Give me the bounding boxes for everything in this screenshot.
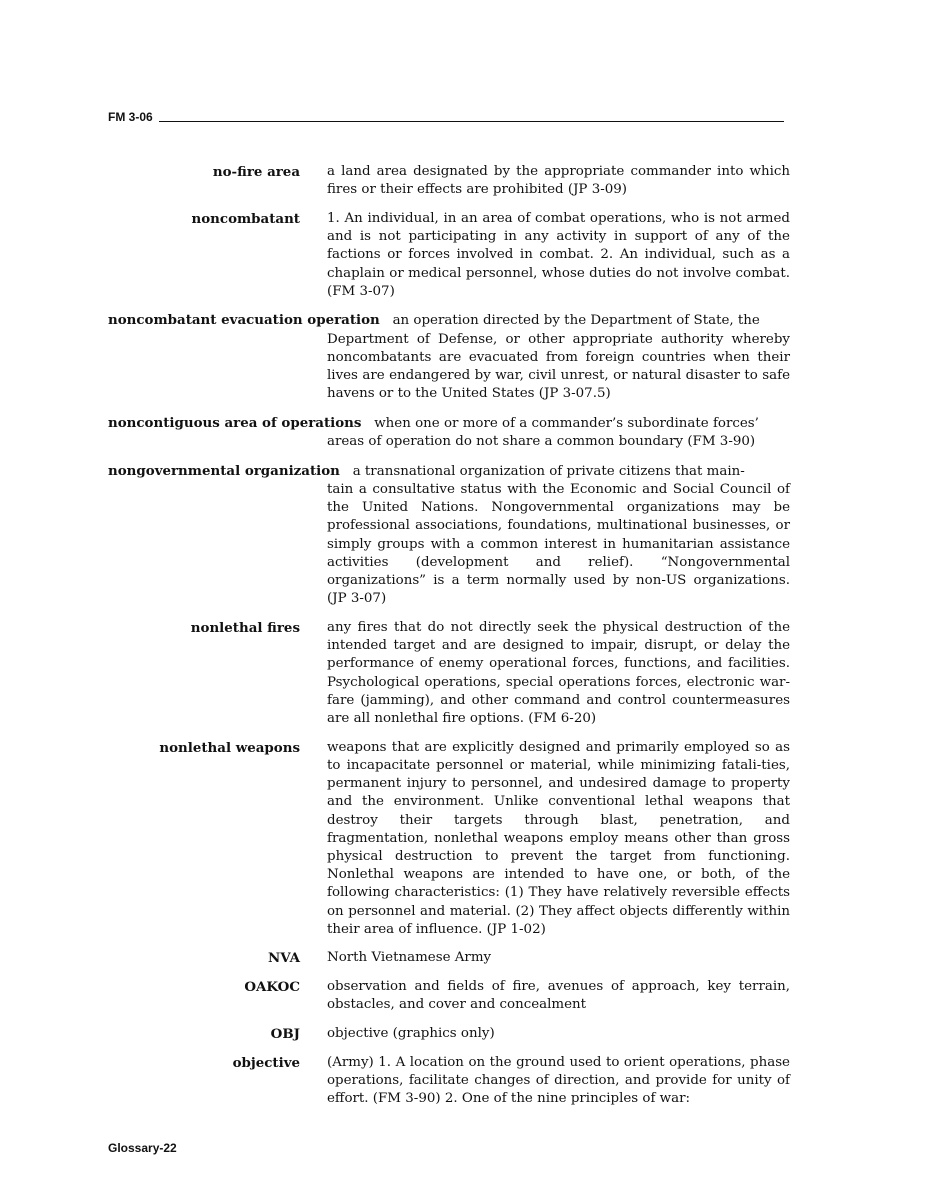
glossary-entry [108,414,790,451]
header-rule [159,121,784,122]
glossary-definition-lead: a transnational organization of private citizens that main- [352,463,745,479]
glossary-definition: areas of operation do not share a common boundary (FM 3-90) [327,434,756,450]
glossary-term: nongovernmental organization [108,462,340,479]
glossary-definition: 1. An individual, in an area of combat operations, who is not armed and is not participating in any activity in support of any of the factions or forces involved in combat. 2. An individual, such as a chaplain or medical personnel, whose duties do not involve combat. (FM 3-07) [327,210,790,299]
glossary-term: NVA [268,950,300,967]
glossary-headline [108,311,790,330]
glossary-definition-lead: an operation directed by the Department of State, the [392,313,760,329]
glossary-entry [108,210,790,301]
glossary-entry [108,619,790,728]
glossary-term: noncontiguous area of operations [108,414,362,431]
glossary-definition: observation and fields of fire, avenues of approach, key terrain, obstacles, and cover and concealment [327,979,790,1013]
glossary-entry [108,978,790,1014]
glossary-entry [108,949,790,967]
glossary-list [108,163,790,1119]
glossary-headline [108,462,790,481]
glossary-term: objective [232,1054,300,1071]
glossary-definition: a land area designated by the appropriate commander into which fires or their effects are prohibited (JP 3-09) [327,164,790,198]
glossary-term: noncombatant evacuation operation [108,312,380,329]
glossary-entry [108,1025,790,1043]
manual-code: FM 3-06 [108,110,153,124]
page-header [108,110,784,124]
glossary-definition: tain a consultative status with the Economic and Social Council of the United Nations. Nongovernmental organizations may be professional associations, foundations, multinational businesses, or simply groups with a common interest in humanitarian assistance activities (development and relief). “Nongovernmental organizations” is a term normally used by non-US organizations. (JP 3-07) [327,482,790,607]
glossary-definition: North Vietnamese Army [327,950,492,966]
glossary-definition-lead: when one or more of a commander’s subordinate forces’ [374,415,759,431]
glossary-definition: Department of Defense, or other appropriate authority whereby noncombatants are evacuated from foreign countries when their lives are endangered by war, civil unrest, or natural disaster to safe havens or to the United States (JP 3-07.5) [327,331,790,402]
glossary-definition: (Army) 1. A location on the ground used to orient operations, phase operations, facilitate changes of direction, and provide for unity of effort. (FM 3-90) 2. One of the nine principles of war: [327,1054,790,1107]
glossary-definition: weapons that are explicitly designed and primarily employed so as to incapacitate personnel or material, while minimizing fatali-ties, permanent injury to personnel, and undesired damage to property and the environment. Unlike conventional lethal weapons that destroy their targets through blast, penetration, and fragmentation, nonlethal weapons employ means other than gross physical destruction to prevent the target from functioning. Nonlethal weapons are intended to have one, or both, of the following characteristics: (1) They have relatively reversible effects on personnel and material. (2) They affect objects differently within their area of influence. (JP 1-02) [327,739,790,937]
glossary-entry [108,739,790,939]
glossary-term: OAKOC [244,979,300,996]
glossary-entry [108,311,790,403]
glossary-term: nonlethal fires [190,619,300,636]
page-number: Glossary-22 [108,1141,177,1155]
glossary-entry [108,163,790,199]
glossary-term: nonlethal weapons [159,739,300,756]
glossary-term: noncombatant [191,210,300,227]
glossary-term: OBJ [270,1026,300,1043]
glossary-definition: any fires that do not directly seek the physical destruction of the intended target and are designed to impair, disrupt, or delay the performance of enemy operational forces, functions, and facilities. Psychological operations, special operations forces, electronic war-fare (jamming), and other command and control countermeasures are all nonlethal fire options. (FM 6-20) [327,619,790,726]
glossary-entry [108,1054,790,1109]
glossary-definition: objective (graphics only) [327,1026,495,1042]
glossary-headline [108,414,790,433]
glossary-entry [108,462,790,609]
glossary-term: no-fire area [212,164,300,180]
